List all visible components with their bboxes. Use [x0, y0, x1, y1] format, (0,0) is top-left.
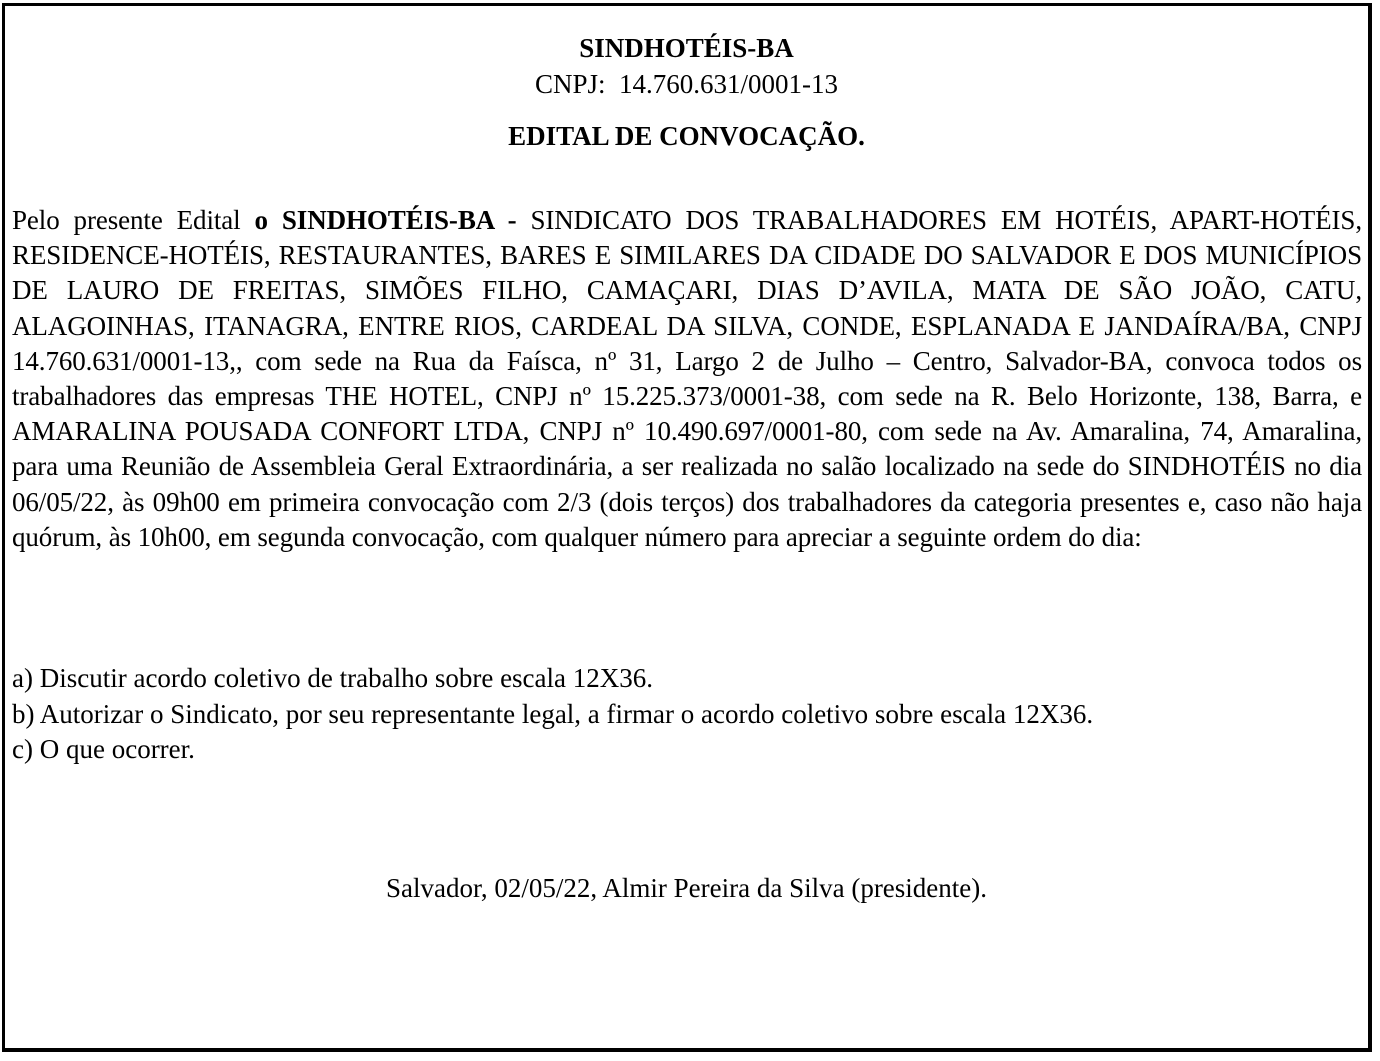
- cnpj-line: CNPJ: 14.760.631/0001-13: [534, 69, 839, 99]
- body-main-text: SINDICATO DOS TRABALHADORES EM HOTÉIS, APART-HOTÉIS, RESIDENCE-HOTÉIS, RESTAURANTES, BARES E SIMILARES DA CIDADE DO SALVADOR E DOS MUNICÍPIOS DE LAURO DE FREITAS, SIMÕES FILHO, CAMAÇARI, DIAS D’AVILA, MATA DE SÃO JOÃO, CATU, ALAGOINHAS, ITANAGRA, ENTRE RIOS, CARDEAL DA SILVA, CONDE, ESPLANADA E JANDAÍRA/BA, CNPJ 14.760.631/0001-13,, com sede na Rua da Faísca, nº 31, Largo 2 de Julho – Centro, Salvador-BA, convoca todos os trabalhadores das empresas THE HOTEL, CNPJ nº 15.225.373/0001-38, com sede na R. Belo Horizonte, 138, Barra, e AMARALINA POUSADA CONFORT LTDA, CNPJ nº 10.490.697/0001-80, com sede na Av. Amaralina, 74, Amaralina, para uma Reunião de Assembleia Geral Extraordinária, a ser realizada no salão localizado na sede do SINDHOTÉIS no dia 06/05/22, às 09h00 em primeira convocação com 2/3 (dois terços) dos trabalhadores da categoria presentes e, caso não haja quórum, às 10h00, em segunda convocação, com qualquer número para apreciar a seguinte ordem do dia:: [12, 205, 1363, 552]
- org-name: SINDHOTÉIS-BA: [579, 33, 794, 63]
- agenda-item-c: c) O que ocorrer.: [12, 734, 195, 764]
- agenda-item-a: a) Discutir acordo coletivo de trabalho sobre escala 12X36.: [12, 663, 654, 693]
- body-bold-prefix: o SINDHOTÉIS-BA -: [254, 205, 517, 235]
- signature-line: Salvador, 02/05/22, Almir Pereira da Silva (presidente).: [385, 873, 988, 903]
- notice-body: [12, 203, 1362, 555]
- document-title: EDITAL DE CONVOCAÇÃO.: [508, 121, 865, 151]
- agenda-list: [12, 661, 1362, 768]
- agenda-item-b: b) Autorizar o Sindicato, por seu representante legal, a firmar o acordo coletivo sobre escala 12X36.: [12, 698, 1094, 729]
- notice-frame: [2, 3, 1372, 1052]
- body-intro: Pelo presente Edital: [12, 205, 241, 235]
